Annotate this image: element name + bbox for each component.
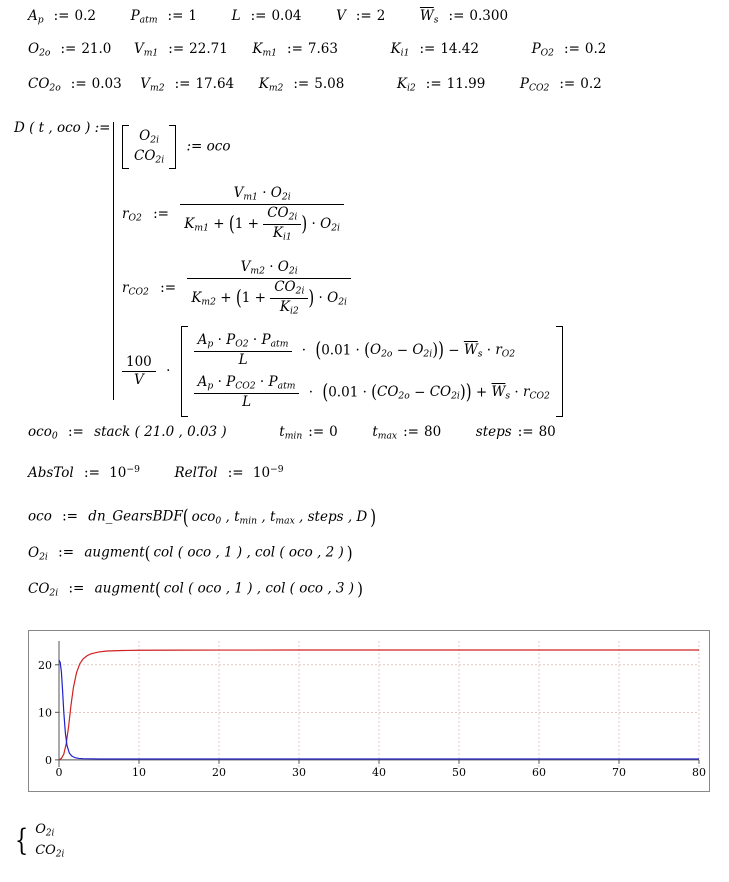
vector-item-O2i: $O_{2i}$ <box>139 128 160 146</box>
svg-text:20: 20 <box>212 765 226 779</box>
result-expression: $\frac{100}{V}$ · $\frac{A_p \cdot P_{O2} \cdot P_{atm}}{L}$ · $(0.01 \cdot (O_{2o} - O_{2i})) - \overline{W}_s \cdot r_{O2}$ $\frac{A_p \cdot P_{CO2} \cdot P_{atm}}{L}$ · $(0.01 \cdot (CO_{2o} - CO_{2i})) + \overline{W}_s \cdot r_{CO2}$ <box>122 326 563 417</box>
var-Ki2: $K_{i2}$ <box>396 76 416 94</box>
value-Ki1: 14.42 <box>440 41 479 57</box>
solver-setup-line <box>28 424 556 442</box>
var-L: L <box>231 8 241 24</box>
assign-op: := <box>559 76 576 92</box>
value-Ki2: 11.99 <box>446 76 486 92</box>
assign-op: := <box>293 76 310 92</box>
assign-op: := <box>84 465 100 482</box>
value-Ws: 0.300 <box>469 8 509 24</box>
plot-svg <box>29 631 709 791</box>
value-O2o: 21.0 <box>81 41 112 57</box>
value-Patm: 1 <box>188 8 197 24</box>
svg-text:60: 60 <box>532 765 546 779</box>
oco0-expr: stack ( 21.0 , 0.03 ) <box>94 424 227 440</box>
svg-text:0: 0 <box>55 765 63 779</box>
svg-text:0: 0 <box>45 753 52 767</box>
assign-op: := <box>160 280 177 297</box>
vector-assign-expr: := oco <box>186 138 231 155</box>
svg-text:20: 20 <box>38 658 52 672</box>
assign-op: := <box>168 41 185 57</box>
value-CO2o: 0.03 <box>91 76 122 92</box>
rCO2-definition <box>122 260 351 317</box>
assign-op: := <box>403 424 419 440</box>
var-Ap: $A_p$ <box>28 8 44 26</box>
rCO2-fraction <box>187 260 351 317</box>
value-Vm1: 22.71 <box>189 41 228 57</box>
var-steps: steps <box>475 424 512 440</box>
prefactor-numerator: 100 <box>122 355 156 373</box>
solve-call: oco := dn_GearsBDF( oco$_0$ , $t_{min}$ , $t_{max}$ , steps , D ) <box>28 504 377 530</box>
co2i-lhs: $CO_{2i}$ <box>28 580 59 599</box>
co2i-extraction: $CO_{2i}$ := augment( col ( oco , 1 ) , col ( oco , 3 ) ) <box>28 578 363 600</box>
definitions-line-2 <box>28 41 606 59</box>
var-Vm2: $V_{m2}$ <box>140 76 165 94</box>
plot-legend <box>12 820 64 862</box>
solver-function-name: dn_GearsBDF <box>88 508 183 525</box>
o2i-lhs: $O_{2i}$ <box>28 544 48 563</box>
var-PCO2: $P_{CO2}$ <box>519 76 550 94</box>
svg-text:10: 10 <box>38 706 52 720</box>
assign-op: := <box>70 76 87 92</box>
vector-assignment <box>122 125 230 169</box>
assign-op: := <box>174 76 191 92</box>
rCO2-numerator: $V_{m2} \cdot O_{2i}$ <box>187 260 351 279</box>
result-row-CO2: $\frac{A_p \cdot P_{CO2} \cdot P_{atm}}{L}$ · $(0.01 \cdot (CO_{2o} - CO_{2i})) + \overline{W}_s \cdot r_{CO2}$ <box>194 372 550 414</box>
function-signature: D ( t , oco ) := <box>14 120 111 136</box>
tolerances-line <box>28 464 284 481</box>
assign-op: := <box>67 424 84 440</box>
solve-lhs: oco <box>28 508 52 525</box>
var-V: V <box>336 8 346 24</box>
value-abstol-mantissa: 10 <box>109 465 127 482</box>
rCO2-denominator: $K_{m2} + (1$ + $\frac{CO_{2i}}{K_{i2}}$ ) · $O_{2i}$ <box>191 279 347 317</box>
assign-op: := <box>425 76 442 92</box>
bracket-right <box>169 125 176 169</box>
assign-op: := <box>355 8 372 24</box>
rO2-lhs: $r_{O2}$ <box>122 206 142 224</box>
svg-text:70: 70 <box>612 765 626 779</box>
plot-area[interactable] <box>28 630 710 792</box>
assign-op: := <box>167 8 184 24</box>
var-Ki1: $K_{i1}$ <box>390 41 410 59</box>
assign-op: := <box>448 8 465 24</box>
value-V: 2 <box>376 8 386 24</box>
value-reltol-exponent: −9 <box>270 464 284 475</box>
solver-args: oco$_0$ , $t_{min}$ , $t_{max}$ , steps , D <box>191 508 368 527</box>
assign-op: := <box>153 206 169 223</box>
var-tmin: $t_{min}$ <box>279 424 303 442</box>
svg-text:50: 50 <box>452 765 466 779</box>
prefactor-fraction <box>122 355 156 389</box>
assign-op: := <box>287 41 303 57</box>
program-bar <box>113 122 114 400</box>
value-tmin: 0 <box>329 424 338 440</box>
function-header <box>14 120 111 136</box>
svg-text:30: 30 <box>292 765 306 779</box>
assign-op: := <box>62 508 78 525</box>
value-abstol-exponent: −9 <box>126 464 140 475</box>
var-abstol: AbsTol <box>28 465 74 482</box>
rCO2-lhs: $r_{CO2}$ <box>122 280 149 298</box>
value-PO2: 0.2 <box>584 41 607 57</box>
value-L: 0.04 <box>271 8 302 24</box>
legend-entry-CO2i: $CO_{2i}$ <box>35 843 65 860</box>
value-PCO2: 0.2 <box>580 76 602 92</box>
value-reltol-mantissa: 10 <box>252 465 271 482</box>
svg-text:80: 80 <box>692 765 706 779</box>
assign-op: := <box>53 8 70 24</box>
augment-fn: augment <box>94 580 155 597</box>
assign-op: := <box>308 424 325 440</box>
assign-op: := <box>227 465 244 482</box>
var-oco0: oco$_0$ <box>28 424 58 442</box>
legend-entry-O2i: $O_{2i}$ <box>35 822 55 839</box>
var-Km2: $K_{m2}$ <box>258 76 284 94</box>
value-Ap: 0.2 <box>74 8 96 24</box>
assign-op: := <box>58 544 75 561</box>
var-Km1: $K_{m1}$ <box>252 41 278 59</box>
value-tmax: 80 <box>423 424 442 440</box>
result-vector <box>181 326 563 417</box>
bracket-left <box>181 326 188 417</box>
svg-text:40: 40 <box>372 765 386 779</box>
value-Vm2: 17.64 <box>195 76 235 92</box>
vector-item-CO2i: $CO_{2i}$ <box>134 147 165 166</box>
var-tmax: $t_{max}$ <box>372 424 398 442</box>
rO2-denominator: $K_{m1} + (1$ + $\frac{CO_{2i}}{K_{i1}}$ ) · $O_{2i}$ <box>184 205 340 243</box>
co2i-args: col ( oco , 1 ) , col ( oco , 3 ) <box>163 580 355 597</box>
value-Km1: 7.63 <box>307 41 338 57</box>
result-row-O2: $\frac{A_p \cdot P_{O2} \cdot P_{atm}}{L}$ · $(0.01 \cdot (O_{2o} - O_{2i})) - \overline{W}_s \cdot r_{O2}$ <box>194 330 550 372</box>
assign-op: := <box>564 41 580 57</box>
value-steps: 80 <box>538 424 556 440</box>
vector-bracket <box>122 125 176 169</box>
legend-brace: { <box>14 823 29 859</box>
assign-op: := <box>419 41 436 57</box>
value-Km2: 5.08 <box>314 76 345 92</box>
o2i-extraction: $O_{2i}$ := augment( col ( oco , 1 ) , col ( oco , 2 ) ) <box>28 542 353 564</box>
var-Patm: $P_{atm}$ <box>130 8 158 26</box>
var-PO2: $P_{O2}$ <box>531 41 555 59</box>
bracket-right <box>556 326 563 417</box>
assign-op: := <box>68 580 85 597</box>
definitions-line-3 <box>28 76 602 94</box>
augment-fn: augment <box>84 544 145 561</box>
bracket-left <box>122 125 129 169</box>
var-reltol: RelTol <box>174 465 218 482</box>
var-Vm1: $V_{m1}$ <box>133 41 159 59</box>
rO2-definition <box>122 186 344 243</box>
assign-op: := <box>517 424 534 440</box>
var-CO2o: $CO_{2o}$ <box>28 76 61 94</box>
var-O2o: $O_{2o}$ <box>28 41 51 59</box>
svg-text:10: 10 <box>132 765 146 779</box>
o2i-args: col ( oco , 1 ) , col ( oco , 2 ) <box>153 544 344 561</box>
var-Ws: $\overline{W}_s$ <box>419 8 439 26</box>
assign-op: := <box>60 41 77 57</box>
assign-op: := <box>250 8 267 24</box>
prefactor-denominator: V <box>134 372 144 389</box>
definitions-line-1 <box>28 8 508 26</box>
rO2-fraction <box>180 186 344 243</box>
rO2-numerator: $V_{m1} \cdot O_{2i}$ <box>180 186 344 205</box>
